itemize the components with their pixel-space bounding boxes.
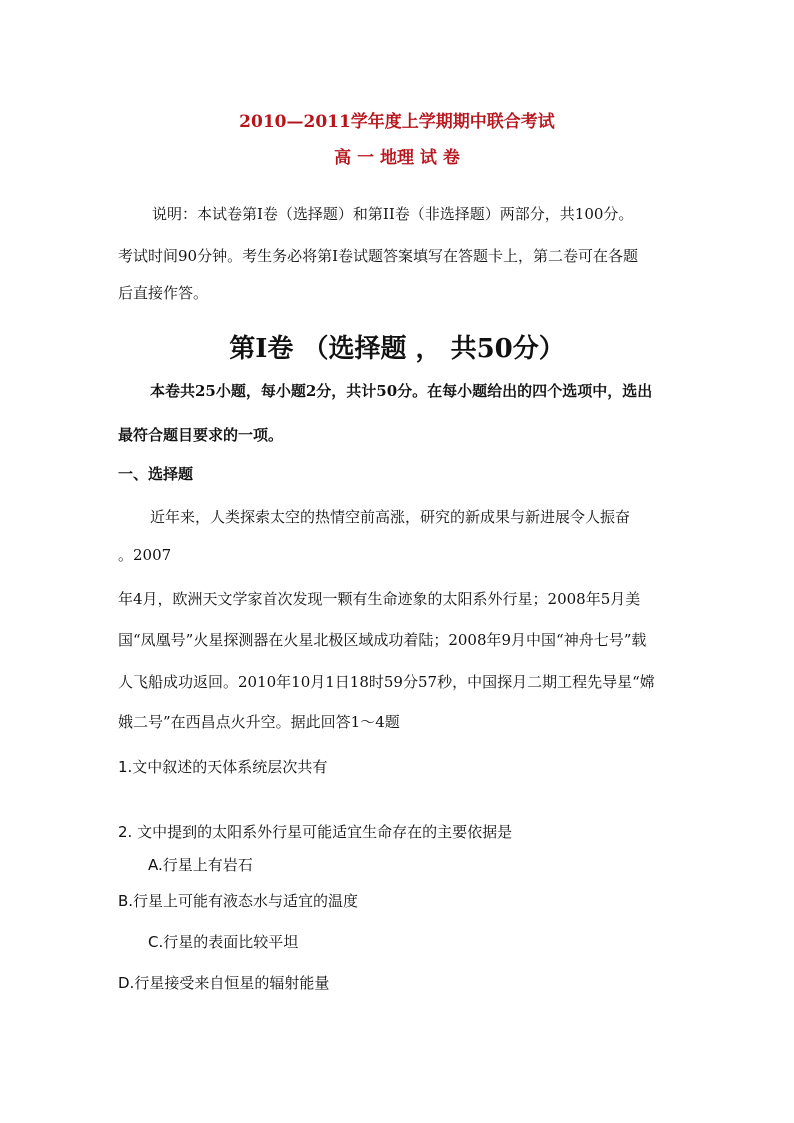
passage-line-4: 国“凤凰号”火星探测器在火星北极区域成功着陆；2008年9月中国“神舟七号”载 xyxy=(118,631,647,649)
part1-heading: 第I卷 （选择题 ， 共50分） xyxy=(229,334,565,364)
option-a: A.行星上有岩石 xyxy=(148,856,253,874)
part1-desc-line-1: 本卷共25小题，每小题2分，共计50分。在每小题给出的四个选项中，选出 xyxy=(150,382,653,400)
passage-line-1: 近年来，人类探索太空的热情空前高涨，研究的新成果与新进展令人振奋 xyxy=(150,508,631,526)
passage-line-3: 年4月，欧洲天文学家首次发现一颗有生命迹象的太阳系外行星；2008年5月美 xyxy=(118,590,641,608)
subject-title: 高 一 地理 试 卷 xyxy=(334,148,460,168)
question-2: 2. 文中提到的太阳系外行星可能适宜生命存在的主要依据是 xyxy=(118,823,513,841)
passage-line-2: 。2007 xyxy=(118,546,172,564)
instructions-line-3: 后直接作答。 xyxy=(118,284,209,302)
section-label: 一、选择题 xyxy=(118,465,194,483)
exam-title: 2010—2011学年度上学期期中联合考试 xyxy=(239,112,555,132)
instructions-line-1: 说明：本试卷第I卷（选择题）和第II卷（非选择题）两部分，共100分。 xyxy=(152,205,634,223)
option-d: D.行星接受来自恒星的辐射能量 xyxy=(118,974,330,992)
question-1: 1.文中叙述的天体系统层次共有 xyxy=(118,758,328,776)
passage-line-5: 人飞船成功返回。2010年10月1日18时59分57秒，中国探月二期工程先导星“嫦 xyxy=(118,673,655,691)
part1-desc-line-2: 最符合题目要求的一项。 xyxy=(118,426,284,444)
instructions-line-2: 考试时间90分钟。考生务必将第I卷试题答案填写在答题卡上，第二卷可在各题 xyxy=(118,247,639,265)
option-b: B.行星上可能有液态水与适宜的温度 xyxy=(118,892,359,910)
passage-line-6: 娥二号”在西昌点火升空。据此回答1～4题 xyxy=(118,713,400,731)
option-c: C.行星的表面比较平坦 xyxy=(148,933,299,951)
